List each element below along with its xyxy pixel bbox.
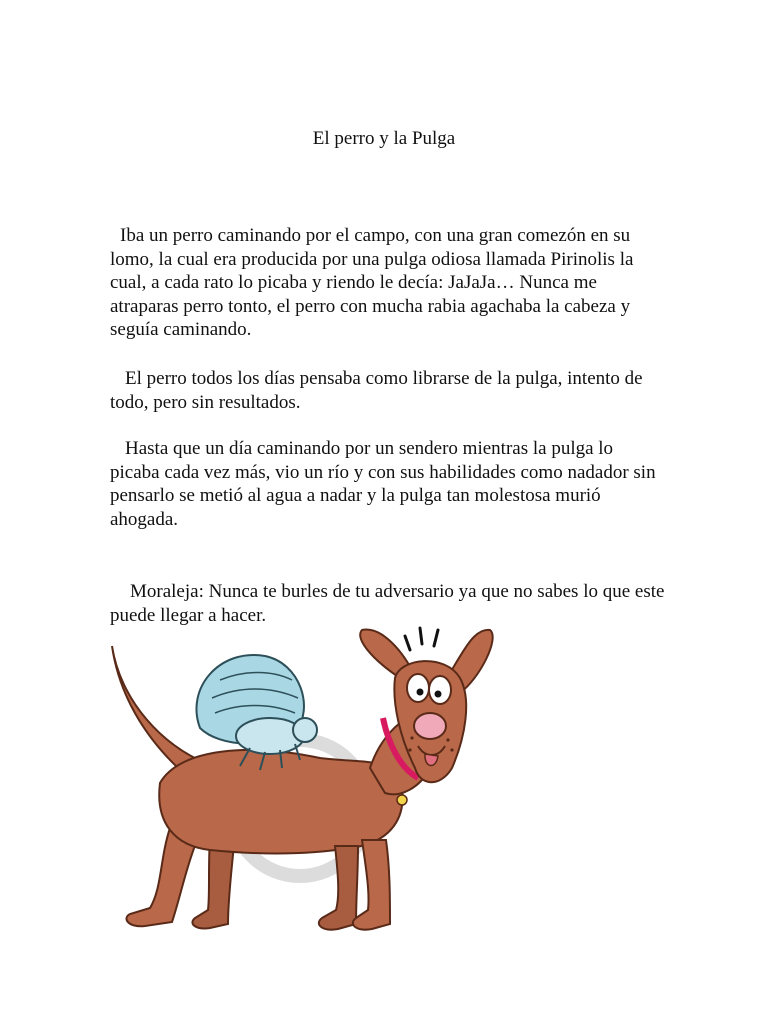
dog-eye-left	[407, 674, 429, 702]
paragraph-1: Iba un perro caminando por el campo, con una gran comezón en su lomo, la cual era producida por una pulga odiosa llamada Pirinolis la cual, a cada rato lo picaba y riendo le decía: JaJaJa… Nunca me atraparas perro tonto, el perro con mucha rabia agachaba la cabeza y seguía caminando.	[110, 225, 634, 340]
freckle	[446, 738, 449, 741]
dog-eye-right	[429, 676, 451, 704]
dog-nose	[414, 713, 446, 739]
freckle	[410, 736, 413, 739]
paragraph-2: El perro todos los días pensaba como librarse de la pulga, intento de todo, pero sin resultados.	[110, 368, 643, 413]
moral-paragraph: Moraleja: Nunca te burles de tu adversario ya que no sabes lo que este puede llegar a hacer.	[110, 581, 665, 626]
dog-front-leg-left	[319, 846, 358, 930]
freckle	[408, 748, 411, 751]
dog-with-flea-illustration	[100, 618, 510, 938]
dog-pupil-right	[435, 691, 442, 698]
collar-tag	[397, 795, 407, 805]
document-title: El perro y la Pulga	[312, 128, 456, 149]
dog-pupil-left	[417, 689, 424, 696]
flea-head	[293, 718, 317, 742]
paragraph-3: Hasta que un día caminando por un sendero mientras la pulga lo picaba cada vez más, vio un río y con sus habilidades como nadador sin pensarlo se metió al agua a nadar y la pulga tan molestosa murió ahogada.	[110, 438, 656, 530]
freckle	[450, 748, 453, 751]
surprise-marks	[405, 628, 438, 650]
